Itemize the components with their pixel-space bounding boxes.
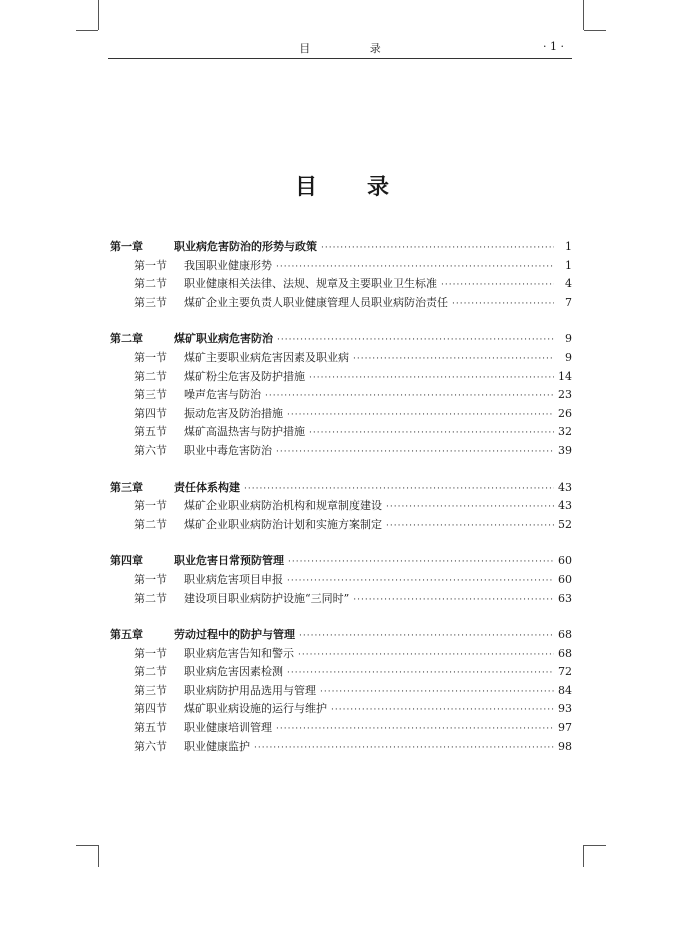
dot-leader — [287, 664, 554, 683]
toc-section-row[interactable] — [110, 571, 572, 590]
section-number: 第二节 — [134, 369, 167, 383]
toc-section-row[interactable] — [110, 423, 572, 442]
chapter-number: 第二章 — [110, 332, 143, 346]
section-number: 第二节 — [134, 517, 167, 531]
dot-leader — [276, 258, 554, 277]
toc-section-row[interactable] — [110, 700, 572, 719]
table-of-contents — [110, 238, 572, 774]
dot-leader — [331, 701, 554, 720]
toc-section-row[interactable] — [110, 349, 572, 368]
section-title: 职业病危害项目申报 — [184, 572, 283, 586]
section-number: 第三节 — [134, 683, 167, 697]
section-title: 煤矿高温热害与防护措施 — [184, 425, 305, 439]
section-title: 职业中毒危害防治 — [184, 443, 272, 457]
toc-chapter-block — [110, 330, 572, 460]
chapter-title: 煤矿职业病危害防治 — [174, 332, 273, 346]
toc-section-row[interactable] — [110, 294, 572, 313]
dot-leader — [386, 498, 554, 517]
toc-chapter-block — [110, 626, 572, 756]
section-number: 第一节 — [134, 258, 167, 272]
section-title: 职业病防护用品选用与管理 — [184, 683, 316, 697]
chapter-title: 劳动过程中的防护与管理 — [174, 628, 295, 642]
toc-section-row[interactable] — [110, 663, 572, 682]
crop-mark — [76, 845, 98, 846]
toc-section-row[interactable] — [110, 497, 572, 516]
page-ref: 72 — [558, 665, 572, 679]
toc-chapter-block — [110, 479, 572, 535]
section-title: 职业病危害因素检测 — [184, 665, 283, 679]
toc-chapter-block — [110, 552, 572, 608]
dot-leader — [287, 572, 554, 591]
toc-section-row[interactable] — [110, 275, 572, 294]
dot-leader — [277, 331, 554, 350]
dot-leader — [276, 720, 554, 739]
section-title: 煤矿企业职业病防治机构和规章制度建设 — [184, 499, 382, 513]
section-title: 我国职业健康形势 — [184, 258, 272, 272]
running-title: 目 录 — [299, 42, 409, 55]
section-number: 第三节 — [134, 388, 167, 402]
page-title: 目录 — [294, 175, 439, 200]
dot-leader — [320, 683, 554, 702]
dot-leader — [287, 406, 554, 425]
dot-leader — [452, 295, 554, 314]
section-title: 振动危害及防治措施 — [184, 406, 283, 420]
crop-mark — [98, 845, 99, 867]
page-ref: 43 — [558, 480, 572, 494]
crop-mark — [98, 0, 99, 30]
toc-section-row[interactable] — [110, 719, 572, 738]
toc-chapter-block — [110, 238, 572, 312]
toc-chapter-row[interactable] — [110, 238, 572, 257]
page-ref: 43 — [558, 499, 572, 513]
page-ref: 32 — [558, 425, 572, 439]
chapter-title: 职业危害日常预防管理 — [174, 554, 284, 568]
crop-mark — [584, 30, 606, 31]
section-number: 第六节 — [134, 739, 167, 753]
section-title: 噪声危害与防治 — [184, 388, 261, 402]
dot-leader — [353, 591, 554, 610]
toc-chapter-row[interactable] — [110, 626, 572, 645]
chapter-number: 第一章 — [110, 240, 143, 253]
crop-mark — [584, 845, 606, 846]
toc-section-row[interactable] — [110, 590, 572, 609]
dot-leader — [276, 443, 554, 462]
section-title: 职业健康培训管理 — [184, 721, 272, 735]
page-ref: 26 — [558, 406, 572, 420]
page-ref: 60 — [558, 554, 572, 568]
section-title: 煤矿职业病设施的运行与维护 — [184, 702, 327, 716]
page-ref: 60 — [558, 572, 572, 586]
section-number: 第三节 — [134, 295, 167, 309]
toc-section-row[interactable] — [110, 645, 572, 664]
dot-leader — [309, 369, 554, 388]
section-title: 职业病危害告知和警示 — [184, 646, 294, 660]
page-ref: 14 — [558, 369, 572, 383]
page-ref: 1 — [565, 258, 572, 272]
section-title: 建设项目职业病防护设施“三同时” — [184, 591, 350, 605]
dot-leader — [298, 646, 554, 665]
dot-leader — [321, 239, 554, 258]
section-title: 煤矿企业主要负责人职业健康管理人员职业病防治责任 — [184, 295, 448, 309]
page-ref: 23 — [558, 388, 572, 402]
page-ref: 4 — [565, 277, 572, 291]
page-ref: 68 — [558, 628, 572, 642]
section-number: 第二节 — [134, 665, 167, 679]
toc-section-row[interactable] — [110, 405, 572, 424]
dot-leader — [254, 739, 554, 758]
dot-leader — [265, 387, 554, 406]
page-ref: 63 — [558, 591, 572, 605]
page-ref: 9 — [565, 350, 572, 364]
toc-section-row[interactable] — [110, 368, 572, 387]
crop-mark — [76, 30, 98, 31]
section-number: 第一节 — [134, 350, 167, 364]
toc-chapter-row[interactable] — [110, 552, 572, 571]
section-number: 第二节 — [134, 277, 167, 291]
section-number: 第五节 — [134, 721, 167, 735]
toc-section-row[interactable] — [110, 738, 572, 757]
toc-chapter-row[interactable] — [110, 479, 572, 498]
section-title: 职业健康相关法律、法规、规章及主要职业卫生标准 — [184, 277, 437, 291]
crop-mark — [583, 0, 584, 30]
dot-leader — [386, 517, 554, 536]
page-ref: 93 — [558, 702, 572, 716]
page-ref: 84 — [558, 683, 572, 697]
section-number: 第四节 — [134, 702, 167, 716]
section-number: 第六节 — [134, 443, 167, 457]
section-number: 第二节 — [134, 591, 167, 605]
toc-section-row[interactable] — [110, 386, 572, 405]
dot-leader — [441, 276, 554, 295]
page-ref: 98 — [558, 739, 572, 753]
page-ref: 97 — [558, 721, 572, 735]
toc-section-row[interactable] — [110, 442, 572, 461]
chapter-number: 第三章 — [110, 480, 143, 494]
toc-section-row[interactable] — [110, 682, 572, 701]
toc-section-row[interactable] — [110, 257, 572, 276]
page-ref: 9 — [565, 332, 572, 346]
page-ref: 39 — [558, 443, 572, 457]
dot-leader — [244, 480, 554, 499]
page-ref: 7 — [565, 295, 572, 309]
dot-leader — [288, 553, 554, 572]
section-number: 第一节 — [134, 499, 167, 513]
page-ref: 68 — [558, 646, 572, 660]
toc-chapter-row[interactable] — [110, 330, 572, 349]
section-number: 第五节 — [134, 425, 167, 439]
section-number: 第一节 — [134, 646, 167, 660]
chapter-title: 责任体系构建 — [174, 480, 240, 494]
running-header — [108, 38, 572, 59]
chapter-title: 职业病危害防治的形势与政策 — [174, 240, 317, 253]
page-ref: 1 — [565, 240, 572, 253]
section-title: 煤矿企业职业病防治计划和实施方案制定 — [184, 517, 382, 531]
section-number: 第一节 — [134, 572, 167, 586]
dot-leader — [299, 627, 554, 646]
section-number: 第四节 — [134, 406, 167, 420]
page-ref: 52 — [558, 517, 572, 531]
page-number: · 1 · — [543, 40, 564, 53]
toc-section-row[interactable] — [110, 516, 572, 535]
crop-mark — [583, 845, 584, 867]
chapter-number: 第四章 — [110, 554, 143, 568]
dot-leader — [309, 424, 554, 443]
section-title: 煤矿粉尘危害及防护措施 — [184, 369, 305, 383]
dot-leader — [353, 350, 554, 369]
section-title: 煤矿主要职业病危害因素及职业病 — [184, 350, 349, 364]
chapter-number: 第五章 — [110, 628, 143, 642]
section-title: 职业健康监护 — [184, 739, 250, 753]
